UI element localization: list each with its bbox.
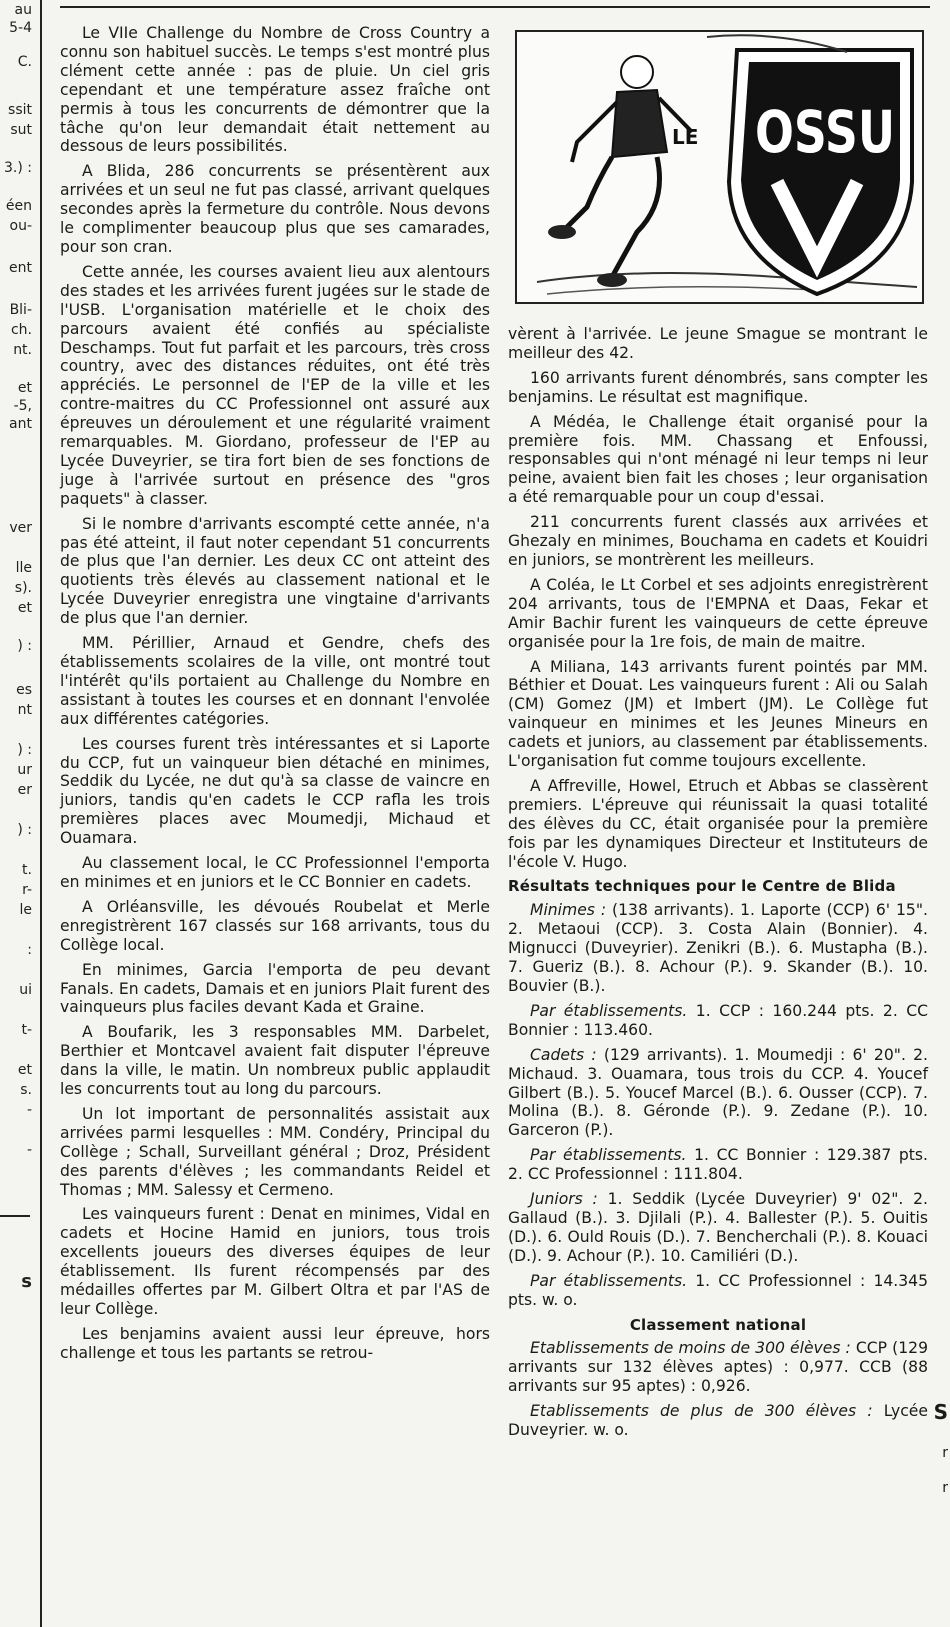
article-paragraph: A Affreville, Howel, Etruch et Abbas se classèrent premiers. L'épreuve qui réunissait la quasi totalité des élèves du CC, était organisée pour la première fois par les dynamiques Directeur et Instituteurs de l'école V. Hugo. (508, 776, 928, 871)
results-entry (508, 1190, 928, 1266)
margin-fragment: lle (15, 560, 32, 576)
article-paragraph: Les courses furent très intéressantes et si Laporte du CCP, fut un vainqueur bien détaché en minimes, Seddik du Lycée, ne dut qu'à sa classe de vaincre en juniors, tandis qu'en cadets le CCP rafla les trois premières places avec Moumedji, Michaud et Ouamara. (60, 734, 490, 848)
margin-fragment: Bli- (9, 302, 32, 318)
margin-fragment: es (16, 682, 32, 698)
results-text: (138 arrivants). 1. Laporte (CCP) 6' 15". 2. Metaoui (CCP). 3. Costa Alain (Bonnier). 4. Mignucci (Duveyrier). Zenikri (B.). 6. Mustapha (B.). 7. Gueriz (B.). 8. Achour (P.). 9. Skander (B.). 10. Bouvier (B.). (508, 901, 928, 995)
article-paragraph: A Médéa, le Challenge était organisé pour la première fois. MM. Chassang et Enfoussi, responsables qui n'ont ménagé ni leur temps ni leur peine, avaient bien fait les choses ; leur organisation a été remarquable pour un coup d'essai. (508, 412, 928, 507)
results-label: Cadets : (530, 1045, 597, 1064)
results-heading: Résultats techniques pour le Centre de Blida (508, 877, 896, 896)
article-paragraph: Un lot important de personnalités assistait aux arrivées parmi lesquelles : MM. Condéry, Principal du Collège ; Schall, Surveillant général ; Droz, Président des parents d'élèves ; les commandants Reidel et Thomas ; MM. Salessy et Cermeno. (60, 1104, 490, 1199)
margin-fragment: r (942, 1480, 948, 1496)
left-column-rule (40, 0, 42, 1627)
margin-fragment: C. (17, 54, 32, 70)
results-entry (508, 901, 928, 996)
margin-fragment: ssit (8, 102, 32, 118)
logo-big-text: OSSU (755, 98, 895, 166)
national-text: CCP (129 arrivants sur 132 élèves aptes) : 0,977. CCB (88 arrivants sur 95 aptes) : 0,926. (508, 1339, 928, 1396)
margin-fragment: ou- (9, 218, 32, 234)
article-column-right (508, 325, 928, 1446)
results-text: 1. CC Bonnier : 129.387 pts. 2. CC Professionnel : 111.804. (508, 1146, 928, 1184)
ossu-logo-illustration (515, 30, 924, 304)
article-paragraph: A Coléa, le Lt Corbel et ses adjoints enregistrèrent 204 arrivants, tous de l'EMPNA et Daas, Fekar et Amir Bachir furent les vainqueurs de cette épreuve organisée pour la 1re fois, de main de maitre. (508, 575, 928, 651)
margin-fragment: s. (20, 1082, 32, 1098)
margin-fragment: er (17, 782, 32, 798)
margin-fragment: nt. (13, 342, 32, 358)
margin-fragment: ant (9, 416, 32, 432)
margin-fragment: éen (5, 198, 32, 214)
margin-fragment: ver (9, 520, 32, 536)
article-paragraph: Si le nombre d'arrivants escompté cette année, n'a pas été atteint, il faut noter cependant 51 concurrents de plus que l'an dernier. Les deux CC ont atteint des quotients très élevés au classement national et le Lycée Duveyrier enregistra une vingtaine d'arrivants de plus que l'an dernier. (60, 514, 490, 628)
margin-fragment: S (933, 1400, 948, 1424)
margin-fragment: ) : (17, 638, 32, 654)
article-paragraph: Au classement local, le CC Professionnel l'emporta en minimes et en juniors et le CC Bonnier en cadets. (60, 854, 490, 891)
article-paragraph: Les vainqueurs furent : Denat en minimes, Vidal en cadets et Hocine Hamid en juniors, tous trois excellents joueurs des diverses équipes de leur établissement. Ils furent récompensés par des médailles offertes par M. Gilbert Oltra et par l'AS de leur Collège. (60, 1205, 490, 1318)
results-label: Par établissements. (530, 1001, 688, 1020)
article-paragraph: En minimes, Garcia l'emporta de peu devant Fanals. En cadets, Damais et en juniors Plait furent des vainqueurs plus faciles devant Kada et Graine. (60, 960, 490, 1017)
results-entry (508, 1046, 928, 1141)
margin-fragment: s). (14, 580, 32, 596)
margin-fragment: 3.) : (4, 160, 32, 176)
results-text: 1. CCP : 160.244 pts. 2. CC Bonnier : 113.460. (508, 1001, 928, 1039)
results-label: Juniors : (530, 1190, 598, 1209)
margin-fragment: - (26, 1142, 32, 1158)
margin-fragment: ) : (17, 742, 32, 758)
margin-fragment: ent (9, 260, 32, 276)
results-label: Minimes : (530, 901, 607, 920)
margin-fragment: : (27, 942, 32, 958)
article-paragraph: Cette année, les courses avaient lieu aux alentours des stades et les arrivées furent jugées sur le stade de l'USB. L'organisation matérielle et le choix des parcours avaient été confiés au spécialiste Deschamps. Tout fut parfait et les parcours, très cross country, avec des distances réduites, ont été très appréciés. Le personnel de l'EP de la ville et les contre-maitres du CC Professionnel ont assuré aux épreuves un déroulement et une régularité vraiment remarquables. M. Giordano, professeur de l'EP au Lycée Duveyrier, se tira fort bien de ses fonctions de juge à l'arrivée surtout en présence des "gros paquets" à classer. (60, 262, 490, 508)
results-entry (508, 1002, 928, 1040)
margin-fragment: r (942, 1445, 948, 1461)
margin-fragment: ui (19, 982, 32, 998)
runner-shield-drawing (517, 32, 922, 302)
margin-fragment: t. (22, 862, 32, 878)
margin-fragment: et (17, 1062, 32, 1078)
results-label: Par établissements. (530, 1271, 688, 1290)
article-paragraph: 160 arrivants furent dénombrés, sans compter les benjamins. Le résultat est magnifique. (508, 368, 928, 406)
margin-fragment: au (14, 2, 32, 18)
article-paragraph: 211 concurrents furent classés aux arrivées et Ghezaly en minimes, Bouchama en cadets et Kouidri en juniors, se montrèrent les meilleurs. (508, 513, 928, 569)
national-heading: Classement national (629, 1315, 807, 1334)
margin-fragment: et (17, 600, 32, 616)
article-paragraph: Le VIIe Challenge du Nombre de Cross Country a connu son habituel succès. Le temps s'est montré plus clément cette année : pas de pluie. Un ciel gris cependant et une température assez fraîche ont permis à tous les concurrents de démontrer que la tâche qu'on leur demandait était nettement au dessous de leurs possibilités. (60, 24, 490, 156)
margin-fragment: ur (17, 762, 32, 778)
national-text: Lycée Duveyrier. w. o. (508, 1402, 928, 1440)
article-column-left (60, 24, 490, 1369)
results-label: Par établissements. (530, 1146, 687, 1165)
top-rule (60, 6, 930, 8)
national-entry (508, 1339, 928, 1396)
article-paragraph: A Orléansville, les dévoués Roubelat et Merle enregistrèrent 167 classés sur 168 arrivants, tous du Collège local. (60, 897, 490, 954)
national-label: Etablissements de plus de 300 élèves : (530, 1402, 873, 1421)
margin-fragment: nt (17, 702, 32, 718)
margin-fragment: r- (22, 882, 32, 898)
results-text: 1. Seddik (Lycée Duveyrier) 9' 02". 2. Gallaud (B.). 3. Djilali (P.). 4. Ballester (P.). 5. Ouitis (D.). 6. Ould Rouis (D.). 7. Bencherchali (P.). 8. Kouaci (D.). 9. Achour (P.). 10. Camiliéri (D.). (508, 1190, 928, 1265)
margin-short-rule (0, 1215, 30, 1217)
article-paragraph: Les benjamins avaient aussi leur épreuve, hors challenge et tous les partants se retrou- (60, 1324, 490, 1362)
results-entry (508, 1146, 928, 1184)
margin-fragment: le (19, 902, 32, 918)
margin-fragment: ch. (10, 322, 32, 338)
margin-fragment: 5-4 (9, 20, 32, 36)
margin-fragment: et (17, 380, 32, 396)
margin-fragment: s (21, 1271, 32, 1292)
article-paragraph: A Boufarik, les 3 responsables MM. Darbelet, Berthier et Montcavel avaient fait disputer l'épreuve dans la ville, le matin. Un nombreux public applaudit les concurrents tout au long du parcours. (60, 1023, 490, 1099)
article-paragraph: vèrent à l'arrivée. Le jeune Smague se montrant le meilleur des 42. (508, 325, 928, 362)
results-text: 1. CC Professionnel : 14.345 pts. w. o. (508, 1271, 929, 1309)
margin-fragment: ) : (17, 822, 32, 838)
logo-small-text: LE (672, 125, 699, 149)
results-entry (508, 1272, 928, 1310)
national-label: Etablissements de moins de 300 élèves : (530, 1339, 851, 1358)
article-paragraph: A Blida, 286 concurrents se présentèrent aux arrivées et un seul ne fut pas classé, arrivant quelques secondes après la fermeture du contrôle. Nous devons le complimenter beaucoup plus que ses camarades, pour son cran. (60, 162, 490, 256)
margin-fragment: - (26, 1102, 32, 1118)
margin-fragment: sut (10, 122, 32, 138)
results-text: (129 arrivants). 1. Moumedji : 6' 20". 2. Michaud. 3. Ouamara, tous trois du CCP. 4. Youcef Gilbert (B.). 5. Youcef Marcel (B.). 6. Ousser (CCP). 7. Molina (B.). 8. Géronde (P.). 9. Zedane (P.). 10. Garceron (P.). (508, 1045, 928, 1140)
article-paragraph: A Miliana, 143 arrivants furent pointés par MM. Béthier et Douat. Les vainqueurs furent : Ali ou Salah (CM) Gomez (JM) et Imbert (JM). Le Collège fut vainqueur en minimes et les Jeunes Mineurs en cadets et juniors, au classement par établissements. L'organisation fut comme toujours excellente. (508, 657, 928, 771)
margin-fragment: -5, (13, 398, 32, 414)
national-entry (508, 1402, 928, 1440)
margin-fragment: t- (21, 1022, 32, 1038)
article-paragraph: MM. Périllier, Arnaud et Gendre, chefs des établissements scolaires de la ville, ont montré tout l'intérêt qu'ils portaient au Challenge du Nombre en assistant à toutes les courses et en donnant l'envolée aux différentes catégories. (60, 634, 490, 728)
